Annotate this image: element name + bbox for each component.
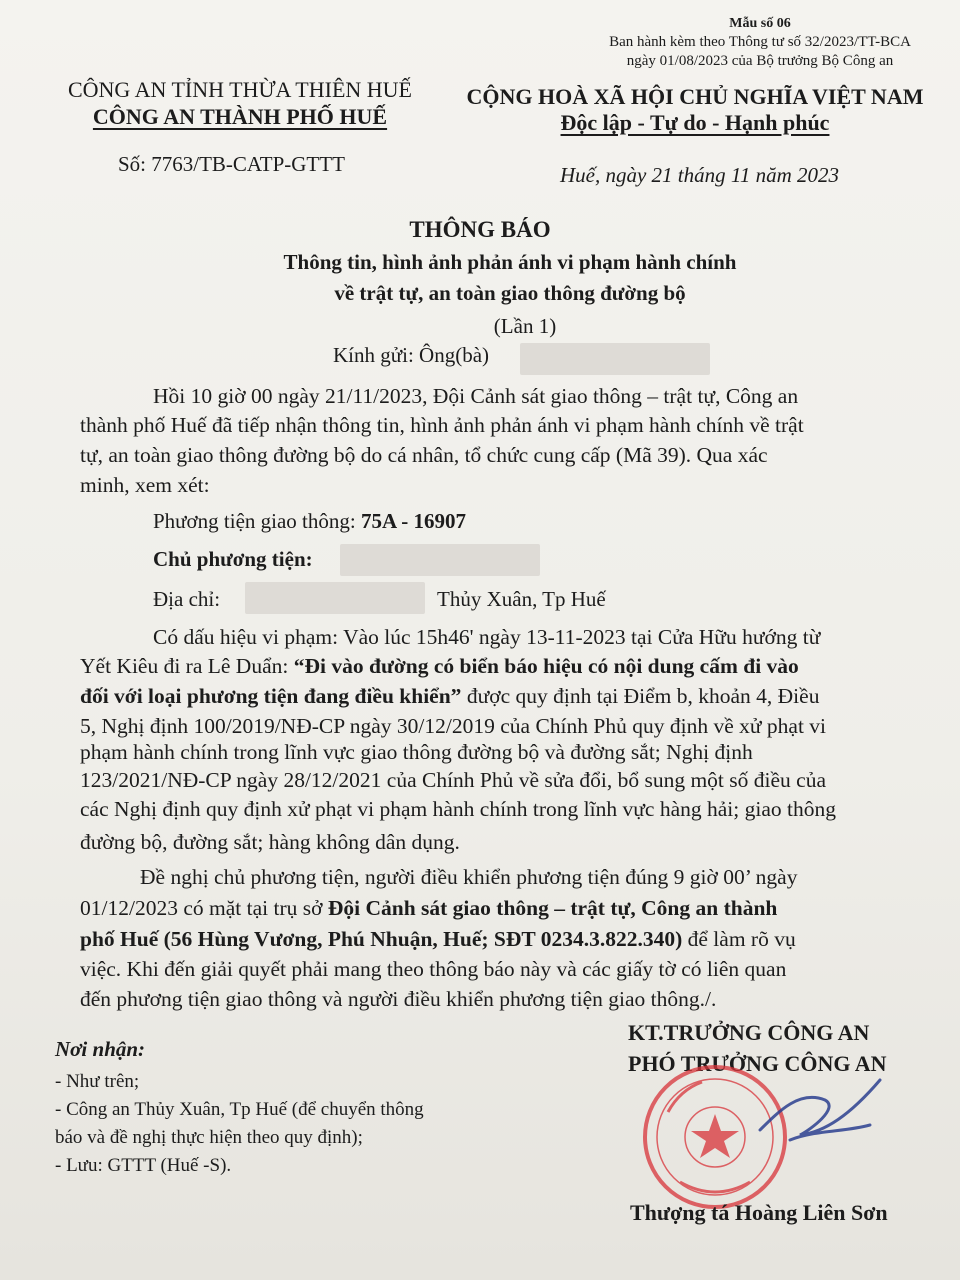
document-subtitle-2: về trật tự, an toàn giao thông đường bộ	[334, 281, 686, 305]
intro-line: Hồi 10 giờ 00 ngày 21/11/2023, Đội Cảnh sát giao thông – trật tự, Công an	[153, 384, 799, 408]
vehicle-plate-row	[153, 508, 466, 534]
form-number-title: Mẫu số 06	[729, 16, 791, 31]
signature-title-2: PHÓ TRƯỞNG CÔNG AN	[628, 1051, 887, 1076]
recipient-label: Kính gửi: Ông(bà)	[333, 343, 490, 367]
request-office-address: phố Huế (56 Hùng Vương, Phú Nhuận, Huế; SĐT 0234.3.822.340)	[80, 927, 683, 951]
violation-line: Có dấu hiệu vi phạm: Vào lúc 15h46' ngày 13-11-2023 tại Cửa Hữu hướng từ	[153, 625, 821, 649]
signature-title-1: KT.TRƯỞNG CÔNG AN	[628, 1020, 870, 1045]
request-text: để làm rõ vụ	[682, 927, 796, 951]
violation-text: Yết Kiêu đi ra Lê Duẩn:	[80, 654, 294, 678]
request-line: đến phương tiện giao thông và người điều khiển phương tiện giao thông./.	[80, 987, 717, 1011]
handwritten-signature	[730, 1060, 910, 1160]
form-number-block	[600, 14, 920, 71]
form-number-line2: ngày 01/08/2023 của Bộ trưởng Bộ Công an	[626, 53, 894, 69]
intro-line: thành phố Huế đã tiếp nhận thông tin, hình ảnh phản ánh vi phạm hành chính về trật	[80, 413, 804, 437]
vehicle-plate-value: 75A - 16907	[360, 509, 466, 533]
violation-line: phạm hành chính trong lĩnh vực giao thông đường bộ và đường sắt; Nghị định	[80, 740, 753, 764]
violation-description: đối với loại phương tiện đang điều khiển”	[80, 684, 462, 708]
violation-line: đường bộ, đường sắt; hàng không dân dụng.	[80, 830, 460, 854]
notice-round: (Lần 1)	[493, 314, 557, 338]
request-office: Đội Cảnh sát giao thông – trật tự, Công an thành	[327, 896, 778, 920]
agency-parent: CÔNG AN TỈNH THỪA THIÊN HUẾ	[67, 77, 412, 102]
address-label: Địa chỉ:	[153, 587, 221, 611]
motto: Độc lập - Tự do - Hạnh phúc	[560, 110, 830, 135]
request-line: Đề nghị chủ phương tiện, người điều khiển phương tiện đúng 9 giờ 00’ ngày	[140, 865, 798, 889]
signer-name: Thượng tá Hoàng Liên Sơn	[630, 1200, 888, 1225]
document-subtitle-1: Thông tin, hình ảnh phản ánh vi phạm hành chính	[283, 250, 737, 274]
violation-line	[80, 653, 799, 679]
redacted-recipient-name	[520, 343, 710, 375]
address-value: Thủy Xuân, Tp Huế	[437, 587, 606, 611]
violation-line: các Nghị định quy định xử phạt vi phạm hành chính trong lĩnh vực hàng hải; giao thông	[80, 797, 836, 821]
vehicle-owner-label: Chủ phương tiện:	[153, 547, 313, 571]
place-date: Huế, ngày 21 tháng 11 năm 2023	[560, 163, 839, 187]
violation-line: 123/2021/NĐ-CP ngày 28/12/2021 của Chính Phủ về sửa đổi, bổ sung một số điều của	[80, 768, 826, 792]
request-line: việc. Khi đến giải quyết phải mang theo thông báo này và các giấy tờ có liên quan	[80, 957, 787, 981]
redacted-address	[245, 582, 425, 614]
recipient-item: báo và đề nghị thực hiện theo quy định);	[55, 1127, 363, 1148]
vehicle-owner-row	[153, 546, 313, 572]
request-line	[80, 926, 796, 952]
document-number: Số: 7763/TB-CATP-GTTT	[118, 152, 345, 176]
intro-line: tự, an toàn giao thông đường bộ do cá nhân, tổ chức cung cấp (Mã 39). Qua xác	[80, 443, 768, 467]
request-line	[80, 895, 777, 921]
form-number-line1: Ban hành kèm theo Thông tư số 32/2023/TT-BCA	[609, 34, 911, 50]
recipient-item: - Lưu: GTTT (Huế -S).	[55, 1155, 232, 1176]
redacted-owner-name	[340, 544, 540, 576]
agency-block	[40, 76, 440, 130]
recipients-list	[55, 1068, 424, 1180]
violation-line	[80, 683, 819, 709]
recipients-title: Nơi nhận:	[55, 1037, 146, 1061]
nation-name: CỘNG HOÀ XÃ HỘI CHỦ NGHĨA VIỆT NAM	[466, 84, 924, 109]
request-text: 01/12/2023 có mặt tại trụ sở	[80, 896, 328, 920]
vehicle-plate-label: Phương tiện giao thông:	[153, 509, 356, 533]
recipient-item: - Công an Thủy Xuân, Tp Huế (để chuyển thông	[55, 1099, 424, 1120]
agency-name: CÔNG AN THÀNH PHỐ HUẾ	[92, 104, 388, 129]
violation-description: “Đi vào đường có biển báo hiệu có nội dung cấm đi vào	[293, 654, 799, 678]
document-title: THÔNG BÁO	[409, 217, 551, 242]
violation-line: 5, Nghị định 100/2019/NĐ-CP ngày 30/12/2019 của Chính Phủ quy định về xử phạt vi	[80, 714, 827, 738]
intro-line: minh, xem xét:	[80, 473, 210, 497]
address-row	[153, 586, 220, 612]
violation-text: được quy định tại Điểm b, khoản 4, Điều	[461, 684, 820, 708]
recipient-item: - Như trên;	[55, 1071, 140, 1092]
nation-block	[450, 84, 940, 136]
